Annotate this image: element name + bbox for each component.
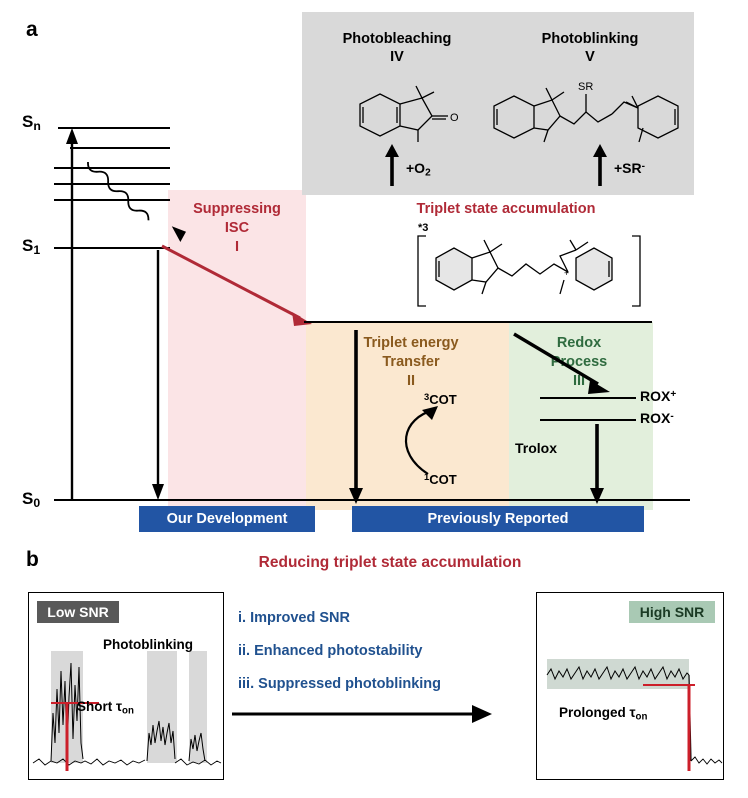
photobleaching-title-text: Photobleaching	[342, 31, 452, 47]
triplet-energy-transfer-label: Triplet energy Transfer II	[363, 335, 459, 389]
cot-triplet-label: $^3$COT	[424, 392, 457, 407]
photoblinking-numeral: V	[585, 49, 595, 66]
short-tau-label: Short $\tau_{on}$	[77, 699, 134, 717]
panel-a-letter: a	[26, 18, 38, 41]
triplet-level-line	[300, 318, 660, 326]
isc-arrow	[160, 240, 320, 332]
high-snr-tag: High SNR	[629, 601, 715, 623]
cot-singlet-label: $^1$COT	[424, 472, 457, 487]
photobleaching-arrow-label: $+O_2$	[406, 160, 431, 179]
panel-b-letter: b	[26, 548, 39, 571]
panel-b-item-2: ii. Enhanced photostability	[238, 643, 423, 659]
triplet-energy-transfer-arrow	[345, 330, 367, 510]
high-snr-trace-box	[536, 592, 724, 780]
band-our-development: Our Development	[139, 506, 315, 532]
redox-process-label: Redox Process III	[550, 335, 608, 389]
photoblinking-arrow-label: +SR-	[614, 160, 645, 176]
triplet-state-title: Triplet state accumulation	[416, 201, 596, 217]
state-label-s1: $S_1$	[22, 236, 41, 258]
rox-plus-label: ROX+	[640, 388, 677, 404]
low-snr-trace-box	[28, 592, 224, 780]
photoblinking-annotation: Photoblinking	[103, 637, 193, 652]
redox-down-arrow	[586, 424, 608, 510]
svg-text:O: O	[450, 112, 459, 124]
suppressing-isc-label: Suppressing ISC I	[193, 201, 281, 255]
state-label-s0: $S_0$	[22, 489, 41, 511]
transition-arrow	[232, 700, 500, 728]
trolox-label: Trolox	[515, 440, 558, 456]
panel-b-item-1: i. Improved SNR	[238, 610, 350, 626]
panel-b-title: Reducing triplet state accumulation	[258, 554, 522, 571]
low-snr-tag: Low SNR	[37, 601, 119, 623]
photoblinking-title-text: Photoblinking	[541, 31, 639, 47]
svg-text:SR: SR	[578, 81, 594, 93]
prolonged-tau-label: Prolonged $\tau_{on}$	[559, 705, 648, 723]
rox-minus-label: ROX-	[640, 410, 674, 426]
svg-text:+: +	[564, 268, 570, 278]
triplet-multiplicity-label: *3	[418, 222, 429, 234]
photobleaching-numeral: IV	[390, 49, 404, 66]
redox-arrow	[512, 330, 622, 398]
photoblinking-title	[500, 30, 680, 66]
photobleaching-title	[312, 30, 482, 66]
state-label-sn: $S_n$	[22, 112, 41, 134]
band-previously-reported: Previously Reported	[352, 506, 644, 532]
panel-b-item-3: iii. Suppressed photoblinking	[238, 676, 442, 692]
